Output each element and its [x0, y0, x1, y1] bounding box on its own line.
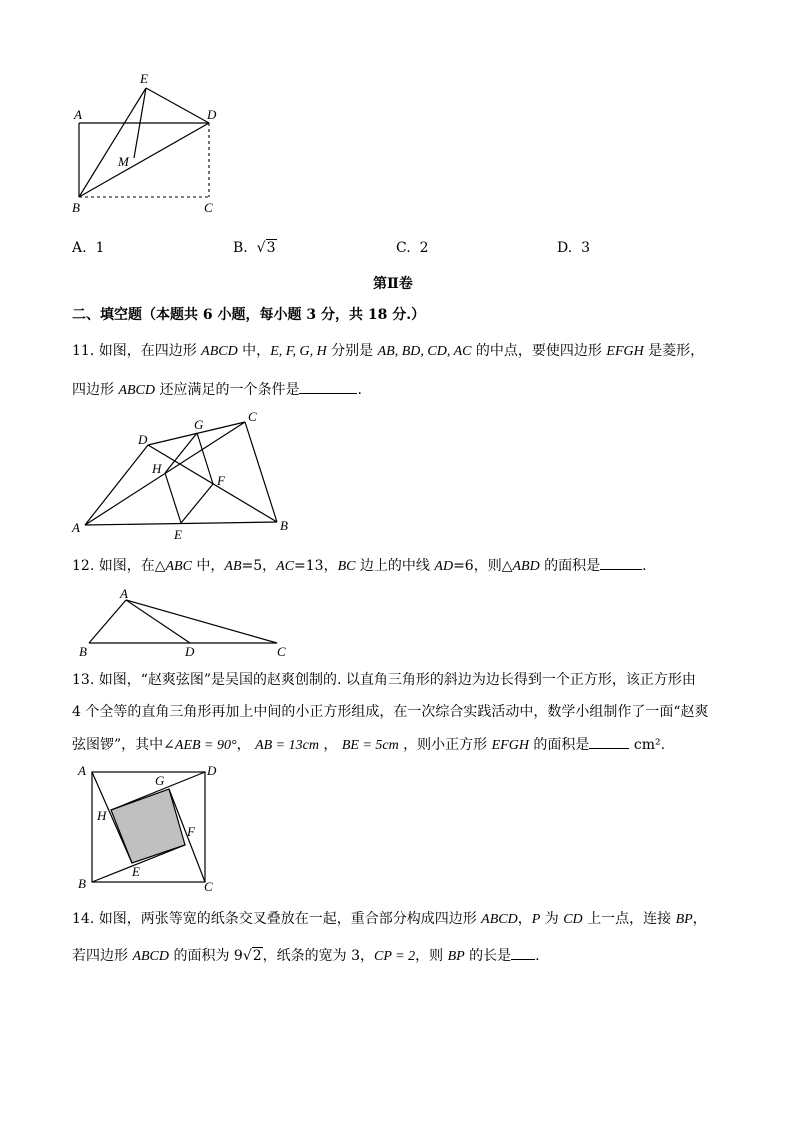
- q13-var: EFGH: [491, 738, 529, 753]
- q11-var: ABCD: [118, 383, 156, 398]
- q12-var: AB: [224, 559, 242, 574]
- q14-text: 如图，两张等宽的纸条交叉叠放在一起，重合部分构成四边形: [98, 911, 482, 927]
- option-letter: C.: [396, 240, 411, 256]
- question-14-line-1: [72, 909, 707, 930]
- q12-text: .: [642, 558, 647, 574]
- q14-var: CD: [563, 912, 583, 927]
- q11-text: 是菱形，: [643, 343, 705, 359]
- label-D: D: [185, 644, 195, 659]
- q14-text: ，: [692, 911, 707, 927]
- q12-var: AD: [434, 559, 454, 574]
- q14-math: CP = 2: [374, 949, 416, 964]
- q11-var: EFGH: [606, 344, 644, 359]
- answer-blank[interactable]: [589, 734, 629, 749]
- option-value: 3: [266, 240, 276, 256]
- option-c: [396, 238, 429, 258]
- q14-text: 若四边形: [72, 948, 133, 964]
- q12-text: =13，: [294, 558, 338, 574]
- figure-q13: [70, 760, 230, 895]
- q14-text: ，则: [415, 948, 448, 964]
- question-number: 13.: [72, 672, 95, 688]
- option-a: [72, 238, 104, 258]
- q14-text: 为: [540, 911, 564, 927]
- label-C: C: [204, 200, 213, 215]
- label-E: E: [132, 864, 140, 879]
- question-13-line-1: [72, 670, 696, 690]
- label-C: C: [277, 644, 286, 659]
- answer-blank[interactable]: [600, 555, 642, 570]
- q12-text: 边上的中线: [355, 558, 435, 574]
- part-title: 第Ⅱ卷: [373, 276, 413, 292]
- radical-sign: √: [256, 240, 266, 256]
- question-number: 12.: [72, 558, 95, 574]
- option-b: [233, 238, 277, 258]
- label-A: A: [120, 586, 128, 601]
- question-13-line-2: [72, 702, 709, 722]
- option-d: [557, 238, 590, 258]
- label-D: D: [138, 432, 148, 447]
- q13-math: BE = 5cm: [341, 738, 399, 753]
- q14-text: 上一点，连接: [582, 911, 676, 927]
- q13-text: .: [660, 737, 666, 753]
- q13-text: 4 个全等的直角三角形再加上中间的小正方形组成，在一次综合实践活动中，数学小组制作了一面“赵爽: [72, 704, 709, 720]
- q11-text: 分别是: [326, 343, 378, 359]
- option-letter: D.: [557, 240, 573, 256]
- q14-var: BP: [447, 949, 465, 964]
- question-14-line-2: [72, 945, 540, 967]
- figure-q12: [72, 584, 302, 660]
- q11-text: .: [357, 382, 362, 398]
- q12-var: ABD: [512, 559, 540, 574]
- label-D: D: [207, 763, 217, 778]
- label-F: F: [217, 473, 225, 488]
- q12-var: AC: [276, 559, 295, 574]
- option-letter: A.: [72, 240, 87, 256]
- question-number: 11.: [72, 343, 95, 359]
- label-B: B: [280, 518, 288, 533]
- q12-text: 中，: [191, 558, 225, 574]
- question-12: [72, 555, 647, 577]
- q14-text: ，: [517, 911, 532, 927]
- q12-var: ABC: [165, 559, 192, 574]
- radical-sign: √: [242, 948, 252, 964]
- label-B: B: [79, 644, 87, 659]
- q12-text: =6，则△: [453, 558, 513, 574]
- q13-text: 如图，“赵爽弦图”是吴国的赵爽创制的. 以直角三角形的斜边为边长得到一个正方形，该正方形由: [98, 672, 696, 688]
- q12-text: 的面积是: [539, 558, 601, 574]
- q11-var: E, F, G, H: [270, 344, 327, 359]
- label-H: H: [152, 461, 162, 476]
- q13-text: ，则小正方形: [403, 737, 492, 753]
- q14-var: ABCD: [132, 949, 170, 964]
- q13-text: ，: [323, 737, 338, 753]
- label-E: E: [174, 527, 182, 542]
- q14-text: .: [535, 948, 540, 964]
- question-number: 14.: [72, 911, 95, 927]
- q13-math: AB = 13cm: [255, 738, 319, 753]
- q11-text: 中，: [237, 343, 271, 359]
- q14-text: ，纸条的宽为 3，: [262, 948, 375, 964]
- q12-text: =5，: [241, 558, 277, 574]
- q14-radicand: 2: [252, 948, 262, 964]
- q11-var: AB, BD, CD, AC: [377, 344, 472, 359]
- label-G: G: [155, 773, 165, 788]
- q14-var: ABCD: [481, 912, 518, 927]
- q14-text: 的长是: [464, 948, 512, 964]
- label-A: A: [78, 763, 86, 778]
- question-11-line-1: [72, 341, 704, 362]
- label-C: C: [204, 879, 213, 894]
- option-value: 2: [419, 240, 429, 256]
- figure-q10: [60, 68, 240, 218]
- label-M: M: [118, 154, 129, 169]
- q11-text: 四边形: [72, 382, 119, 398]
- section-title: 二、填空题（本题共 6 小题，每小题 3 分，共 18 分.）: [72, 307, 426, 323]
- question-13-line-3: [72, 734, 665, 756]
- q13-text: 弦图锣”，其中: [72, 737, 164, 753]
- q12-var: BC: [337, 559, 356, 574]
- label-A: A: [72, 520, 80, 535]
- option-value: 3: [581, 240, 591, 256]
- q14-var: BP: [675, 912, 693, 927]
- answer-blank[interactable]: [299, 379, 357, 394]
- q13-text: 的面积是: [528, 737, 590, 753]
- label-D: D: [207, 107, 217, 122]
- q11-text: 的中点，要使四边形: [471, 343, 607, 359]
- label-A: A: [74, 107, 82, 122]
- q11-text: 还应满足的一个条件是: [155, 382, 300, 398]
- label-H: H: [97, 808, 107, 823]
- option-value: 1: [95, 240, 105, 256]
- label-C: C: [248, 409, 257, 424]
- q13-text: ，: [236, 737, 251, 753]
- q11-text: 如图，在四边形: [98, 343, 202, 359]
- label-E: E: [140, 71, 148, 86]
- option-letter: B.: [233, 240, 248, 256]
- q14-text: 的面积为 9: [169, 948, 243, 964]
- q12-text: 如图，在△: [98, 558, 166, 574]
- q14-var: P: [531, 912, 541, 927]
- question-11-line-2: [72, 379, 362, 401]
- q13-math: ∠AEB = 90°: [163, 738, 237, 753]
- q13-text: cm²: [629, 737, 661, 753]
- label-G: G: [194, 417, 204, 432]
- label-B: B: [78, 876, 86, 891]
- label-B: B: [72, 200, 80, 215]
- answer-blank[interactable]: [511, 945, 535, 960]
- label-F: F: [187, 824, 195, 839]
- figure-q11: [66, 405, 306, 545]
- q11-var: ABCD: [201, 344, 238, 359]
